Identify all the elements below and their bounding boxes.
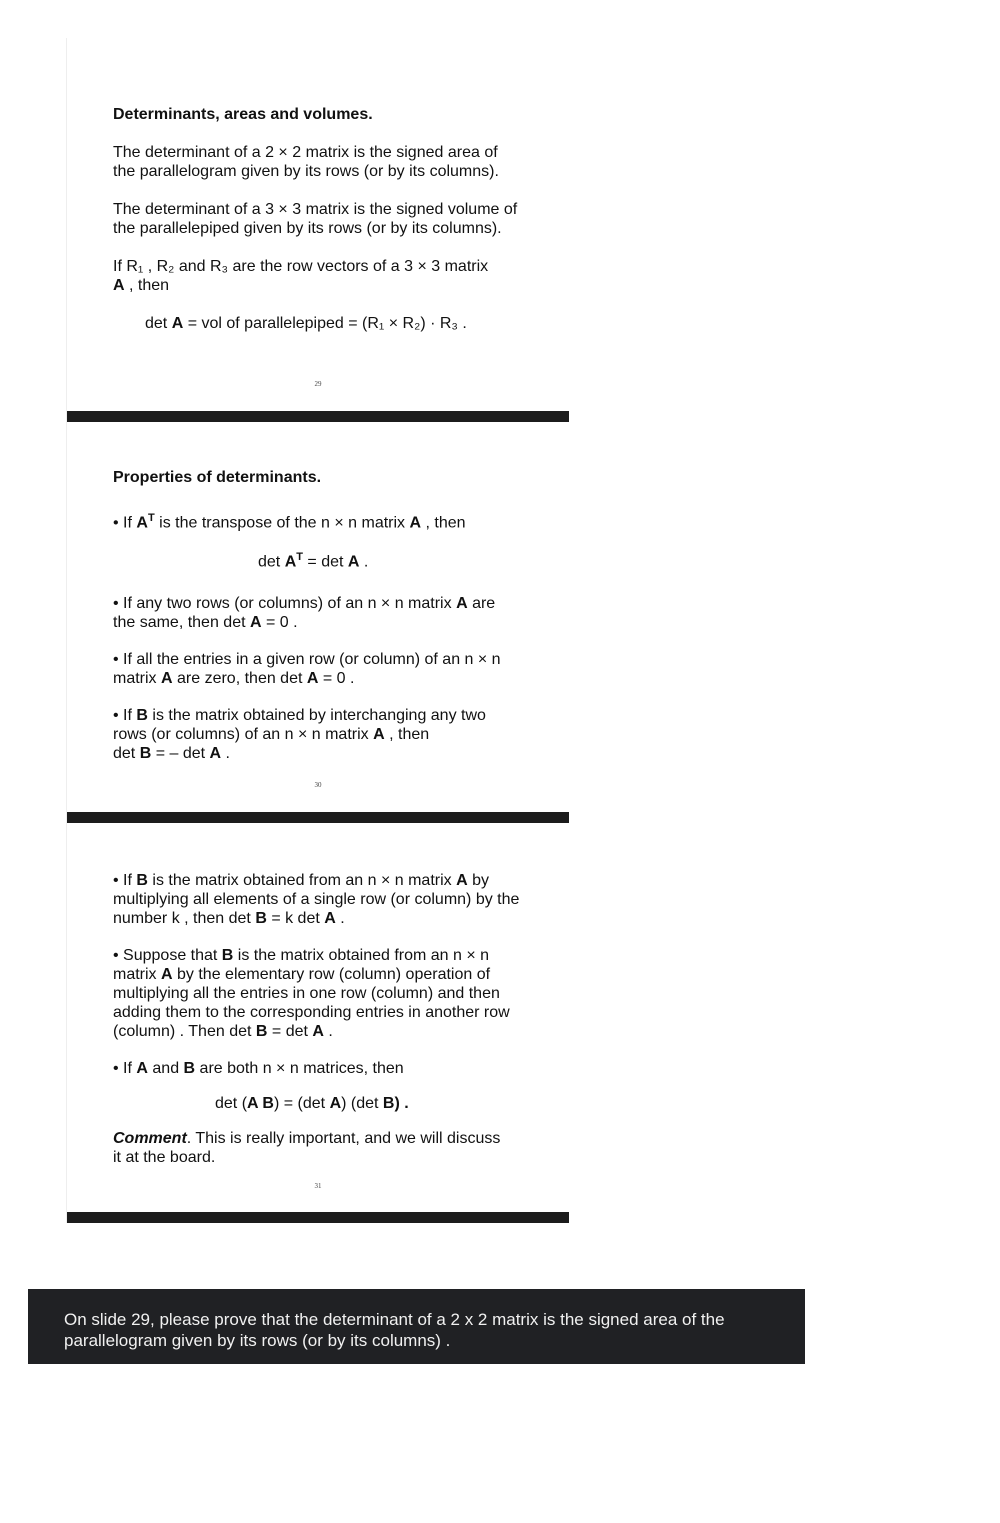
zero-row-line-2 [113, 669, 553, 688]
comment-paragraph [113, 1129, 553, 1167]
bullet-text: • If [113, 514, 137, 532]
slide-30 [66, 422, 569, 823]
row-vectors-paragraph [113, 257, 553, 295]
scale-row-line-3 [113, 909, 553, 928]
formula-text: = det [302, 553, 348, 571]
comment-line-1 [113, 1129, 553, 1148]
bullet-text: , then [384, 725, 430, 743]
formula-text: det ( [215, 1095, 248, 1112]
transpose-superscript: T [296, 551, 303, 564]
page-number-29: 29 [314, 380, 322, 388]
formula-matrix: A [284, 553, 297, 571]
matrix-symbol: A [456, 872, 468, 889]
formula-text: . [359, 553, 369, 571]
area-line-2: the parallelogram given by its rows (or by its columns). [113, 163, 499, 180]
bullet-text: are [467, 594, 496, 612]
row-addition-line-5 [113, 1022, 553, 1041]
transpose-formula [113, 548, 553, 571]
slide-divider [67, 1212, 569, 1223]
matrix-symbol: A [456, 594, 468, 612]
bullet-text: . [221, 744, 230, 762]
formula-matrix: A [171, 315, 184, 332]
bullet-text: matrix [113, 669, 161, 687]
prompt-line-2: parallelogram given by its rows (or by its columns) . [64, 1331, 451, 1350]
bullet-text: is the matrix obtained from an n × n [233, 947, 490, 964]
row-vectors-line-2 [113, 276, 553, 295]
scale-row-bullet [113, 871, 553, 928]
area-line-1: The determinant of a 2 × 2 matrix is the signed area of [113, 144, 498, 161]
zero-row-line-1: • If all the entries in a given row (or column) of an n × n [113, 650, 501, 668]
bullet-text: the same, then det [113, 613, 250, 631]
matrix-symbol: A [409, 514, 422, 532]
formula-text: ) = (det [273, 1095, 330, 1112]
volume-line-2: the parallelepiped given by its rows (or by its columns). [113, 220, 502, 237]
slide-31-content [113, 871, 553, 1186]
page-number-30: 30 [314, 781, 322, 789]
bullet-text: is the transpose of the n × n matrix [154, 514, 410, 532]
formula-matrix: A [329, 1095, 342, 1112]
equal-rows-line-1 [113, 594, 553, 613]
bullet-text: = 0 . [318, 669, 355, 687]
page-number-31: 31 [314, 1182, 322, 1190]
interchange-line-1 [113, 706, 553, 725]
matrix-symbol: A [136, 514, 148, 532]
bullet-text: • If any two rows (or columns) of an n × n matrix [113, 594, 457, 612]
formula-matrix: B [382, 1095, 395, 1112]
transpose-superscript: T [147, 512, 155, 524]
scale-row-line-1 [113, 871, 553, 890]
slide-29-title: Determinants, areas and volumes. [113, 106, 373, 123]
bullet-text: • Suppose that [113, 947, 222, 964]
bullet-text: number k , then det [113, 910, 256, 927]
row-addition-line-1 [113, 946, 553, 965]
row-addition-bullet [113, 946, 553, 1041]
formula-matrix: A [347, 553, 360, 571]
volume-line-1: The determinant of a 3 × 3 matrix is the signed volume of [113, 201, 518, 218]
bullet-text: det [113, 744, 140, 762]
bullet-text: . [323, 1023, 333, 1040]
interchange-bullet [113, 706, 553, 763]
then-text: , then [124, 277, 170, 294]
slide-divider [67, 812, 569, 823]
bullet-text: • If [113, 706, 137, 724]
row-addition-line-2 [113, 965, 553, 984]
formula-matrix: A B [247, 1095, 274, 1112]
volume-paragraph [113, 200, 553, 238]
bullet-text: . [335, 910, 345, 927]
matrix-symbol: B [255, 1023, 268, 1040]
bullet-text: are zero, then det [172, 669, 307, 687]
bullet-text: = – det [151, 744, 210, 762]
question-prompt [28, 1289, 805, 1364]
bullet-text: is the matrix obtained from an n × n matrix [147, 872, 457, 889]
bullet-text: is the matrix obtained by interchanging any two [147, 706, 486, 724]
bullet-text: (column) . Then det [113, 1023, 256, 1040]
matrix-symbol: B [183, 1060, 196, 1077]
formula-text: ) . [394, 1095, 409, 1112]
bullet-text: are both n × n matrices, then [195, 1060, 404, 1077]
formula-rest: = vol of parallelepiped = (R₁ × R₂) · R₃ . [183, 315, 467, 332]
matrix-symbol: A [136, 1060, 148, 1077]
interchange-line-3 [113, 744, 553, 763]
matrix-symbol: A [249, 613, 262, 631]
slide-29-content [113, 105, 553, 352]
bullet-text: • If [113, 1060, 137, 1077]
bullet-text: = k det [266, 910, 325, 927]
interchange-line-2 [113, 725, 553, 744]
bullet-text: , then [421, 514, 466, 532]
matrix-symbol: B [255, 910, 267, 927]
product-bullet [113, 1059, 553, 1078]
bullet-text: by the elementary row (column) operation of [172, 966, 491, 983]
formula-det: det [145, 315, 172, 332]
matrix-symbol: B [136, 706, 148, 724]
matrix-symbol: A [209, 744, 222, 762]
bullet-text: by [467, 872, 489, 889]
matrix-symbol: A [324, 910, 336, 927]
product-formula [113, 1094, 553, 1113]
comment-text: . This is really important, and we will discuss [186, 1130, 501, 1147]
matrix-symbol: B [139, 744, 152, 762]
row-addition-line-4: adding them to the corresponding entries in another row [113, 1004, 510, 1021]
bullet-text: rows (or columns) of an n × n matrix [113, 725, 374, 743]
formula-text: ) (det [341, 1095, 383, 1112]
bullet-text: and [147, 1060, 184, 1077]
comment-line-2: it at the board. [113, 1149, 216, 1166]
bullet-text: • If [113, 872, 137, 889]
matrix-symbol: A [161, 966, 173, 983]
scale-row-line-2: multiplying all elements of a single row (or column) by the [113, 891, 520, 908]
formula-det: det [258, 553, 285, 571]
volume-formula [113, 314, 553, 333]
equal-rows-bullet [113, 594, 553, 632]
prompt-line-1: On slide 29, please prove that the determinant of a 2 x 2 matrix is the signed area of the [64, 1310, 725, 1329]
area-paragraph [113, 143, 553, 181]
matrix-symbol: A [373, 725, 385, 743]
comment-label: Comment [113, 1130, 187, 1147]
slide-30-content [113, 468, 553, 782]
zero-row-bullet [113, 650, 553, 688]
matrix-symbol: B [221, 947, 234, 964]
slide-30-title: Properties of determinants. [113, 469, 322, 486]
matrix-symbol: A [113, 277, 125, 294]
row-vectors-line-1: If R₁ , R₂ and R₃ are the row vectors of a 3 × 3 matrix [113, 258, 489, 275]
slide-29 [66, 38, 569, 422]
bullet-text: matrix [113, 966, 161, 983]
bullet-text: = 0 . [261, 613, 298, 631]
matrix-symbol: A [306, 669, 319, 687]
slide-divider [67, 411, 569, 422]
equal-rows-line-2 [113, 613, 553, 632]
matrix-symbol: A [161, 669, 173, 687]
matrix-symbol: B [136, 872, 148, 889]
row-addition-line-3: multiplying all the entries in one row (column) and then [113, 985, 500, 1002]
transpose-bullet [113, 509, 553, 532]
slide-31 [66, 823, 569, 1223]
matrix-symbol: A [312, 1023, 324, 1040]
bullet-text: = det [267, 1023, 313, 1040]
